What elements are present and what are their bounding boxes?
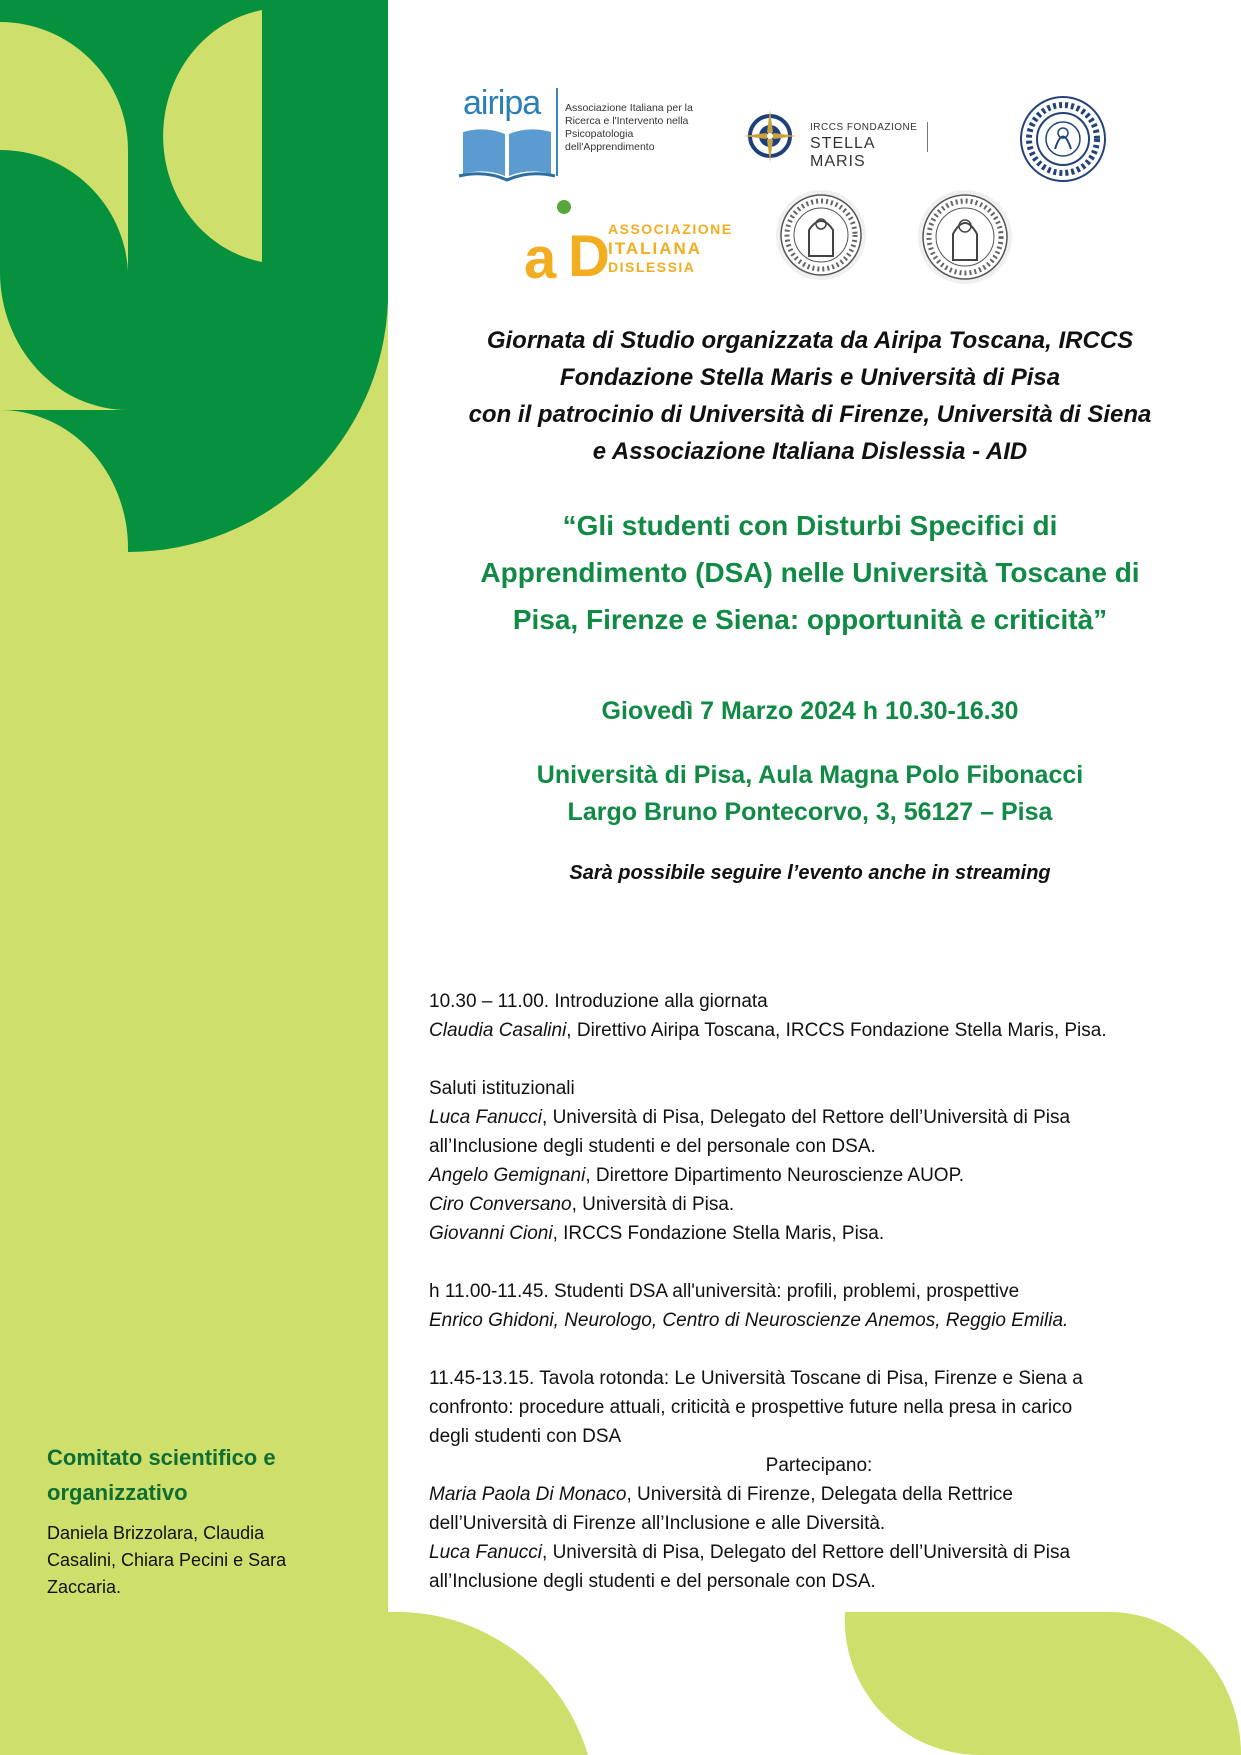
speaker-role: dell’Università di Firenze all’Inclusione e alle Diversità. [429, 1513, 886, 1534]
airipa-desc-line: Psicopatologia [565, 128, 634, 140]
stella-maris-line2: STELLA MARIS [810, 135, 875, 170]
committee-title-line: Comitato scientifico e [47, 1445, 276, 1470]
event-venue [420, 757, 1200, 831]
aid-letter-d-icon: D [568, 224, 610, 289]
speaker-name: Maria Paola Di Monaco [429, 1484, 627, 1505]
universita-pisa-seal-icon [1018, 94, 1108, 184]
venue-line: Università di Pisa, Aula Magna Polo Fibonacci [536, 761, 1084, 789]
committee-names [47, 1520, 347, 1601]
committee-names-line: Daniela Brizzolara, Claudia [47, 1523, 265, 1543]
decorative-shapes-top [0, 0, 388, 552]
speaker-role: , Università di Pisa, Delegato del Rettore dell’Università di Pisa [542, 1542, 1071, 1563]
speaker-role: , Direttivo Airipa Toscana, IRCCS Fondazione Stella Maris, Pisa. [566, 1020, 1107, 1041]
speaker-name: Luca Fanucci [429, 1107, 543, 1128]
title-line: Apprendimento (DSA) nelle Università Toscane di [480, 557, 1140, 588]
speaker-role: , IRCCS Fondazione Stella Maris, Pisa. [552, 1223, 885, 1244]
participant-item [429, 1567, 1209, 1596]
speaker-name: Ciro Conversano [429, 1194, 572, 1215]
program [429, 987, 1209, 1596]
aid-logo [524, 200, 733, 291]
saluti-item [429, 1161, 1209, 1190]
title-line: Pisa, Firenze e Siena: opportunità e criticità” [512, 604, 1108, 635]
session3-heading-line: confronto: procedure attuali, criticità e prospettive future nella presa in carico [429, 1397, 1073, 1418]
participants-label: Partecipano: [765, 1455, 873, 1476]
speaker-role: , Università di Pisa, Delegato del Rettore dell’Università di Pisa [542, 1107, 1071, 1128]
speaker-role: , Università di Pisa. [571, 1194, 735, 1215]
venue-line: Largo Bruno Pontecorvo, 3, 56127 – Pisa [567, 798, 1053, 826]
speaker-name: Claudia Casalini [429, 1020, 567, 1041]
stella-maris-logo [742, 108, 932, 170]
participant-item [429, 1538, 1209, 1567]
speaker-role: , Università di Firenze, Delegata della Rettrice [626, 1484, 1013, 1505]
speaker-name: Giovanni Cioni [429, 1223, 553, 1244]
aid-text [608, 220, 733, 277]
saluti-item [429, 1132, 1209, 1161]
saluti-item [429, 1103, 1209, 1132]
event-date: Giovedì 7 Marzo 2024 h 10.30-16.30 [601, 697, 1019, 725]
airipa-description [565, 102, 693, 154]
aid-letter-a-icon: a [524, 226, 557, 291]
committee-title-line: organizzativo [47, 1480, 188, 1505]
header-line: e Associazione Italiana Dislessia - AID [592, 438, 1028, 465]
airipa-separator [556, 88, 558, 176]
header-line: Giornata di Studio organizzata da Airipa Toscana, IRCCS [486, 327, 1134, 354]
participant-item [429, 1509, 1209, 1538]
airipa-desc-line: Ricerca e l'Intervento nella [565, 115, 689, 127]
session3-heading-line: 11.45-13.15. Tavola rotonda: Le Università Toscane di Pisa, Firenze e Siena a [429, 1368, 1083, 1389]
speaker-name: Enrico Ghidoni, Neurologo, Centro di Neuroscienze Anemos, Reggio Emilia. [429, 1310, 1069, 1331]
committee-title [47, 1440, 347, 1510]
compass-rose-icon [742, 108, 798, 164]
aid-line1: ASSOCIAZIONE [608, 221, 733, 237]
title-line: “Gli studenti con Disturbi Specifici di [562, 510, 1058, 541]
committee-names-line: Zaccaria. [47, 1577, 122, 1597]
universita-siena-seal-icon [776, 190, 866, 280]
committee-names-line: Casalini, Chiara Pecini e Sara [47, 1550, 287, 1570]
airipa-logo [455, 84, 700, 184]
intro-speaker-line [429, 1016, 1209, 1045]
saluti-item [429, 1219, 1209, 1248]
speaker-name: Angelo Gemignani [429, 1165, 586, 1186]
intro-heading: 10.30 – 11.00. Introduzione alla giornata [429, 991, 768, 1012]
session3-heading-line: degli studenti con DSA [429, 1426, 622, 1447]
event-title [420, 502, 1200, 643]
speaker-role: , Direttore Dipartimento Neuroscienze AUOP. [585, 1165, 965, 1186]
participant-item [429, 1480, 1209, 1509]
saluti-heading: Saluti istituzionali [429, 1078, 575, 1099]
header-line: con il patrocinio di Università di Firenze, Università di Siena [468, 401, 1152, 428]
airipa-desc-line: dell'Apprendimento [565, 141, 655, 153]
airipa-desc-line: Associazione Italiana per la [565, 102, 693, 114]
speaker-role: all’Inclusione degli studenti e del personale con DSA. [429, 1136, 876, 1157]
airipa-wordmark: airipa [463, 84, 541, 122]
session2-heading: h 11.00-11.45. Studenti DSA all'università: profili, problemi, prospettive [429, 1281, 1020, 1302]
session2-speaker [429, 1306, 1209, 1335]
header-line: Fondazione Stella Maris e Università di Pisa [559, 364, 1061, 391]
speaker-name: Luca Fanucci [429, 1542, 543, 1563]
stella-maris-line1: IRCCS FONDAZIONE [810, 122, 918, 133]
saluti-item [429, 1190, 1209, 1219]
book-icon [457, 126, 557, 182]
stella-maris-bar [927, 122, 928, 152]
aid-line3: DISLESSIA [608, 259, 696, 275]
universita-firenze-seal-icon [918, 190, 1012, 284]
streaming-note: Sarà possibile seguire l’evento anche in streaming [569, 862, 1051, 884]
organizers-header [420, 322, 1200, 470]
aid-dot-icon [557, 200, 571, 214]
aid-line2: ITALIANA [608, 239, 703, 258]
speaker-role: all’Inclusione degli studenti e del personale con DSA. [429, 1571, 876, 1592]
